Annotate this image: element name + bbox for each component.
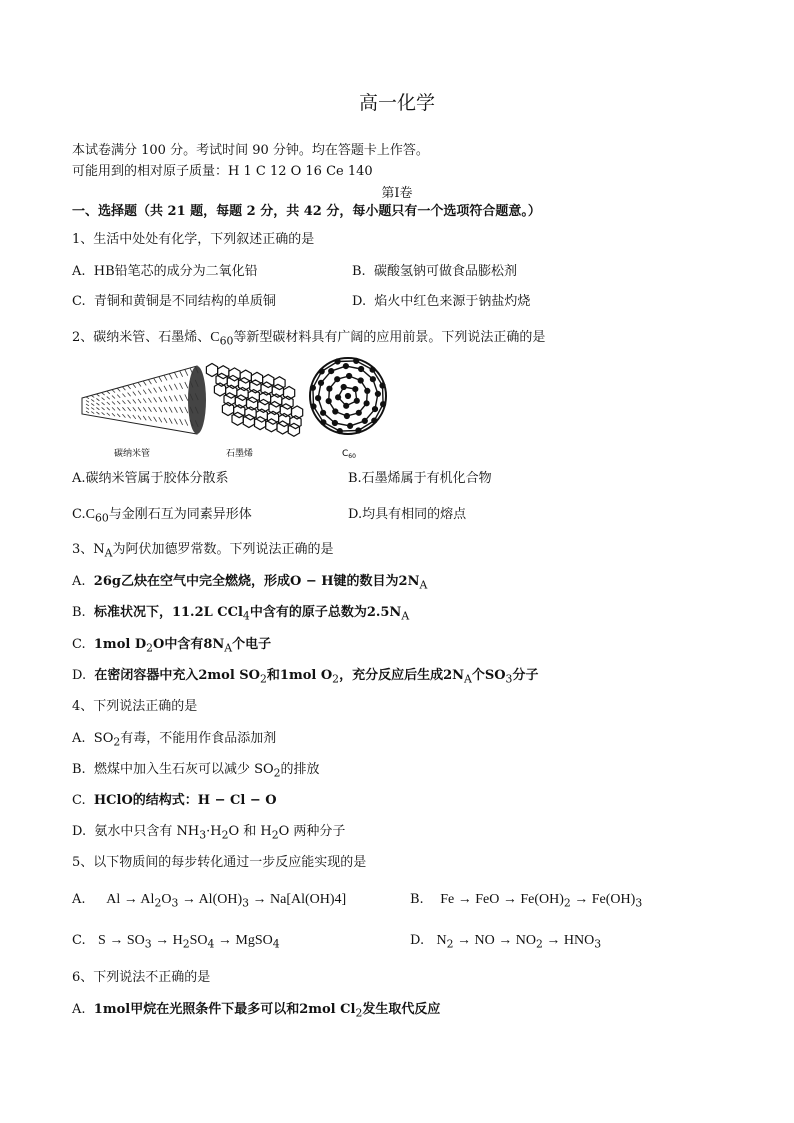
option-letter: B. xyxy=(352,264,366,279)
q1-option-a xyxy=(72,264,258,280)
option-text: HB铅笔芯的成分为二氧化铅 xyxy=(93,264,258,279)
option-formula: C xyxy=(85,507,95,522)
formula-subscript: 3 xyxy=(242,896,250,910)
option-text: HClO的结构式：H − Cl − O xyxy=(93,793,277,808)
q4-option-d xyxy=(72,824,345,844)
formula-subscript: 3 xyxy=(594,937,602,951)
option-letter: C. xyxy=(72,637,86,652)
formula: O xyxy=(161,892,172,907)
option-text: 26g乙炔在空气中完全燃烧，形成O − H键的数目为2N xyxy=(93,574,420,589)
option-subscript: 4 xyxy=(242,609,250,623)
formula: Fe → FeO → Fe(OH) xyxy=(440,892,564,907)
option-text: ·H xyxy=(206,824,222,839)
formula-subscript: 2 xyxy=(182,937,190,951)
option-letter: C. xyxy=(72,933,86,948)
carbon-materials-figure xyxy=(72,356,392,464)
formula: → H xyxy=(151,933,183,948)
q5-option-b xyxy=(410,892,642,912)
option-letter: A. xyxy=(72,574,86,589)
section-volume: 第Ⅰ卷 xyxy=(381,186,413,201)
option-letter: D. xyxy=(410,933,425,948)
option-subscript: 2 xyxy=(271,828,279,842)
option-letter: A. xyxy=(72,1002,86,1017)
formula: → HNO xyxy=(542,933,595,948)
option-letter: A. xyxy=(72,731,86,746)
stem-number: 3、 xyxy=(72,542,94,557)
option-text: 与金刚石互为同素异形体 xyxy=(108,507,252,522)
formula-subscript: 4 xyxy=(272,937,280,951)
option-subscript: A xyxy=(464,672,472,686)
caption-c: C xyxy=(342,449,349,459)
nanotube-image xyxy=(82,366,206,434)
formula-subscript: 2 xyxy=(154,896,162,910)
q2-option-a: A.碳纳米管属于胶体分散系 xyxy=(72,471,229,486)
formula-subscript: 3 xyxy=(171,896,179,910)
stem-formula: C xyxy=(210,330,220,345)
option-letter: C. xyxy=(72,294,86,309)
stem-text: 为阿伏加德罗常数。下列说法正确的是 xyxy=(112,542,334,557)
option-text: 1mol D xyxy=(93,637,147,652)
option-text: 燃煤中加入生石灰可以减少 SO xyxy=(93,762,274,777)
q2-option-b: B.石墨烯属于有机化合物 xyxy=(348,471,492,486)
option-subscript: 2 xyxy=(221,828,229,842)
stem-subscript: A xyxy=(104,546,113,560)
q5-option-a xyxy=(72,892,346,912)
option-text: 中含有的原子总数为2.5N xyxy=(249,605,402,620)
option-subscript: 2 xyxy=(113,735,121,749)
q2-option-c xyxy=(72,507,252,527)
option-text: 青铜和黄铜是不同结构的单质铜 xyxy=(93,294,276,309)
formula: → NO → NO xyxy=(453,933,536,948)
option-text: 标准状况下，11.2L CCl xyxy=(93,605,243,620)
option-text: 碳酸氢钠可做食品膨松剂 xyxy=(373,264,517,279)
option-letter: D. xyxy=(72,668,87,683)
caption-graphene: 石墨烯 xyxy=(226,449,254,459)
formula: → Na[Al(OH)4] xyxy=(249,892,347,907)
q1-option-c xyxy=(72,294,276,310)
formula: Al → Al xyxy=(106,892,155,907)
intro-line-1: 本试卷满分 100 分。考试时间 90 分钟。均在答题卡上作答。 xyxy=(72,143,429,158)
option-text: 的排放 xyxy=(280,762,320,777)
option-letter: D. xyxy=(352,294,367,309)
option-text: ，充分反应后生成2N xyxy=(339,668,464,683)
section-heading: 一、选择题（共 21 题，每题 2 分，共 42 分，每小题只有一个选项符合题意。） xyxy=(72,204,541,219)
q5-option-c xyxy=(72,933,280,953)
option-text: 氨水中只含有 NH xyxy=(94,824,200,839)
option-subscript: 3 xyxy=(505,672,513,686)
caption-sub: 60 xyxy=(348,453,356,460)
option-subscript: 3 xyxy=(199,828,207,842)
formula-subscript: 4 xyxy=(207,937,215,951)
formula: N xyxy=(436,933,447,948)
formula-subscript: 3 xyxy=(144,937,152,951)
q6-option-a xyxy=(72,1002,440,1022)
option-text: 发生取代反应 xyxy=(362,1002,441,1017)
option-text: 个电子 xyxy=(232,637,272,652)
q3-option-a xyxy=(72,574,427,594)
stem-formula: N xyxy=(93,542,105,557)
option-text: O 两种分子 xyxy=(278,824,346,839)
formula-subscript: 2 xyxy=(563,896,571,910)
option-subscript: 2 xyxy=(332,672,340,686)
formula-subscript: 3 xyxy=(635,896,643,910)
option-letter: B. xyxy=(72,762,86,777)
question-5-stem: 5、以下物质间的每步转化通过一步反应能实现的是 xyxy=(72,855,367,870)
q3-option-c xyxy=(72,637,271,657)
option-text: O中含有8N xyxy=(153,637,225,652)
option-text: SO xyxy=(93,731,114,746)
page-title: 高一化学 xyxy=(358,92,435,114)
option-text: O 和 H xyxy=(228,824,272,839)
option-text: 焰火中红色来源于钠盐灼烧 xyxy=(374,294,531,309)
option-text: 分子 xyxy=(512,668,539,683)
q3-option-b xyxy=(72,605,409,625)
stem-text: 2、碳纳米管、石墨烯、 xyxy=(72,330,211,345)
formula: → Fe(OH) xyxy=(570,892,636,907)
option-letter: C. xyxy=(72,793,86,808)
option-text: 个SO xyxy=(471,668,506,683)
option-letter: D. xyxy=(72,824,87,839)
option-subscript: 2 xyxy=(355,1006,363,1020)
question-1-stem: 1、生活中处处有化学，下列叙述正确的是 xyxy=(72,232,315,247)
option-subscript: A xyxy=(401,609,410,623)
q3-option-d xyxy=(72,668,538,688)
option-text: 1mol甲烷在光照条件下最多可以和2mol Cl xyxy=(93,1002,356,1017)
option-subscript: A xyxy=(224,641,233,655)
option-letter: B. xyxy=(410,892,424,907)
option-subscript: 2 xyxy=(260,672,267,686)
q2-option-d: D.均具有相同的熔点 xyxy=(348,507,467,522)
option-text: 有毒，不能用作食品添加剂 xyxy=(120,731,277,746)
option-letter: A. xyxy=(72,264,86,279)
caption-c60 xyxy=(342,449,356,460)
option-letter: A. xyxy=(72,892,86,907)
formula-subscript: 2 xyxy=(446,937,454,951)
question-4-stem: 4、下列说法正确的是 xyxy=(72,699,198,714)
formula: SO xyxy=(189,933,208,948)
option-letter: B. xyxy=(72,605,86,620)
question-2-stem xyxy=(72,330,545,350)
formula: S → SO xyxy=(98,933,145,948)
option-letter: C. xyxy=(72,507,86,522)
question-6-stem: 6、下列说法不正确的是 xyxy=(72,970,211,985)
q1-option-d xyxy=(352,294,530,310)
question-3-stem xyxy=(72,542,334,562)
formula: → Al(OH) xyxy=(178,892,243,907)
formula: → MgSO xyxy=(214,933,273,948)
option-text: 在密闭容器中充入2mol SO xyxy=(94,668,261,683)
option-subscript: A xyxy=(419,578,428,592)
caption-nanotube: 碳纳米管 xyxy=(114,449,151,459)
intro-line-2: 可能用到的相对原子质量：H 1 C 12 O 16 Ce 140 xyxy=(72,164,373,179)
formula-subscript: 2 xyxy=(535,937,543,951)
q4-option-b xyxy=(72,762,320,782)
option-subscript: 60 xyxy=(94,511,109,525)
q5-option-d xyxy=(410,933,601,953)
stem-text: 等新型碳材料具有广阔的应用前景。下列说法正确的是 xyxy=(233,330,546,345)
option-subscript: 2 xyxy=(273,766,281,780)
graphene-image xyxy=(206,364,302,437)
option-text: 和1mol O xyxy=(266,668,333,683)
stem-subscript: 60 xyxy=(219,334,234,348)
c60-image xyxy=(310,358,386,434)
q1-option-b xyxy=(352,264,517,280)
q4-option-c xyxy=(72,793,277,809)
option-subscript: 2 xyxy=(146,641,153,655)
q4-option-a xyxy=(72,731,276,751)
